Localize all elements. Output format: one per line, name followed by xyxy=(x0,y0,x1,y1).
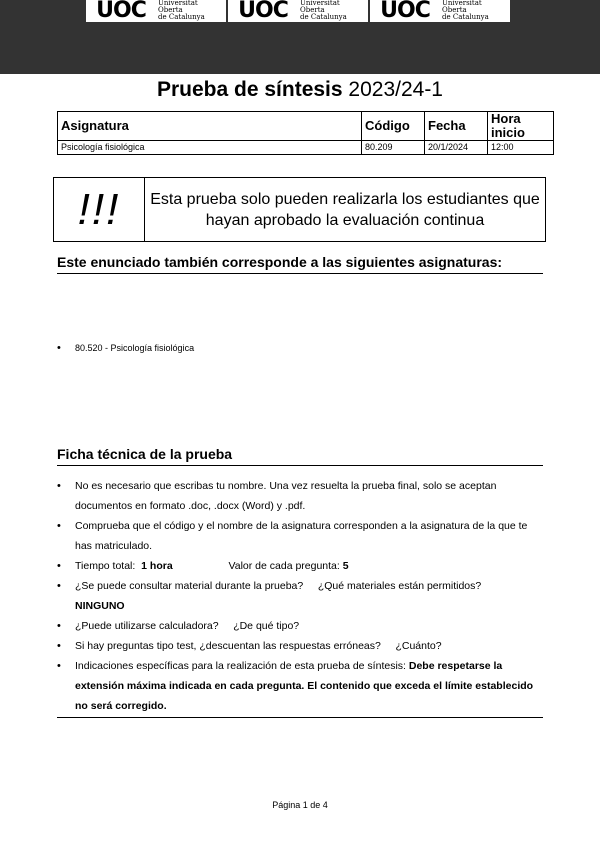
cell-fecha: 20/1/2024 xyxy=(425,141,488,155)
calculator-question-2: ¿De qué tipo? xyxy=(233,620,300,632)
header-band xyxy=(0,0,600,74)
exclamation-icon: !!! xyxy=(54,178,145,241)
list-item: • No es necesario que escribas tu nombre. Una vez resuelta la prueba final, solo se aceptan documentos en formato .doc, .docx (Word) y .pdf. xyxy=(57,476,547,516)
list-item xyxy=(57,656,547,716)
list-item: • Comprueba que el código y el nombre de la asignatura corresponden a la asignatura de la que te has matriculado. xyxy=(57,516,547,556)
time-value: 1 hora xyxy=(141,560,173,572)
ficha-heading: Ficha técnica de la prueba xyxy=(57,446,543,466)
warning-text: Esta prueba solo pueden realizarla los estudiantes que hayan aprobado la evaluación continua xyxy=(150,190,540,229)
header-hora-inicio: Hora inicio xyxy=(488,112,554,141)
header-fecha: Fecha xyxy=(425,112,488,141)
calculator-question-1: ¿Puede utilizarse calculadora? xyxy=(75,620,219,632)
test-question-2: ¿Cuánto? xyxy=(395,640,442,652)
test-question-1: Si hay preguntas tipo test, ¿descuentan las respuestas erróneas? xyxy=(75,640,381,652)
info-table xyxy=(57,111,554,155)
specific-bold: Debe respetarse la extensión máxima indicada en cada pregunta. El contenido que exceda el límite establecido no será corregido. xyxy=(75,660,534,712)
cell-hora: 12:00 xyxy=(488,141,554,155)
uoc-logo xyxy=(370,0,510,24)
uoc-logo-mark: UOC xyxy=(370,0,440,22)
uoc-logo-wordmark: Universitat Oberta de Catalunya xyxy=(298,0,368,22)
uoc-logo-wordmark: Universitat Oberta de Catalunya xyxy=(156,0,226,22)
info-table-header xyxy=(58,112,554,141)
divider xyxy=(57,717,543,718)
material-question-1: ¿Se puede consultar material durante la prueba? xyxy=(75,580,304,592)
title-main: Prueba de síntesis xyxy=(156,78,343,101)
list-item xyxy=(57,556,547,576)
list-item xyxy=(57,616,547,636)
ficha-list xyxy=(57,476,547,716)
title-period: 2023/24-1 xyxy=(348,78,443,101)
header-asignatura: Asignatura xyxy=(58,112,362,141)
also-applies-heading: Este enunciado también corresponde a las siguientes asignaturas: xyxy=(57,254,543,274)
material-question-2: ¿Qué materiales están permitidos? xyxy=(317,580,482,592)
cell-asignatura: Psicología fisiológica xyxy=(58,141,362,155)
list-item xyxy=(57,576,547,616)
also-applies-list xyxy=(57,338,547,358)
uoc-logo-wordmark: Universitat Oberta de Catalunya xyxy=(440,0,510,22)
info-table-row xyxy=(58,141,554,155)
specific-label: Indicaciones específicas para la realización de esta prueba de síntesis: xyxy=(75,660,406,672)
header-codigo: Código xyxy=(362,112,425,141)
material-answer: NINGUNO xyxy=(75,600,125,612)
list-item xyxy=(57,636,547,656)
warning-box xyxy=(53,177,546,242)
value-label: Valor de cada pregunta: xyxy=(228,560,340,572)
uoc-logo-mark: UOC xyxy=(228,0,298,22)
cell-codigo: 80.209 xyxy=(362,141,425,155)
list-item: • 80.520 - Psicología fisiológica xyxy=(57,338,547,358)
value-value: 5 xyxy=(342,560,349,572)
time-label: Tiempo total: xyxy=(75,560,136,572)
page-title xyxy=(0,78,600,102)
uoc-logo xyxy=(86,0,226,24)
uoc-logo-mark: UOC xyxy=(86,0,156,22)
page-number: Página 1 de 4 xyxy=(272,800,328,810)
uoc-logo xyxy=(228,0,368,24)
